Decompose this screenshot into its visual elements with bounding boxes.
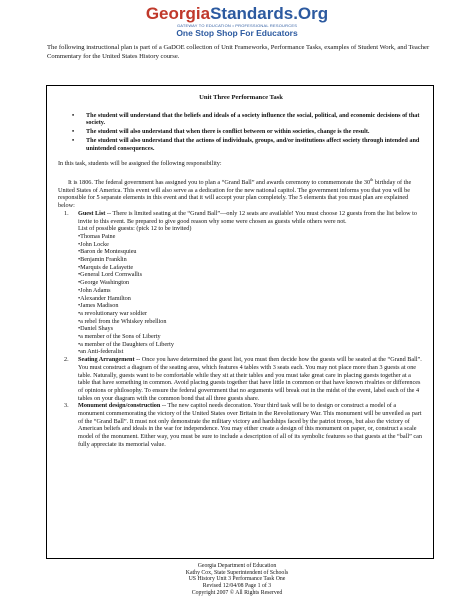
item-text: -- The new capitol needs decoration. Your third task will be to design or construct a model of a monument commemorating the victory of the United States over Britain in the Revolutionary War. This monument will be unveiled as part of the “Grand Ball”. It must not only demonstrate the military victory and hardships faced by the patriot troops, but also the victory of American beliefs and ideals in the war for independence. You may either create a design of this monument on paper, or, construct a scale model of the monument. Either way, you must be sure to include a description of all of its symbolic features so that guests at the “ball” can fully appreciate its memorial value. [78,402,422,448]
guest-item: •Marquis de Lafayette [78,263,134,271]
objective-item: • The student will also understand that when there is conflict between or within societies, change is the result. [86,128,424,136]
logo-georgia: Georgia [145,4,211,23]
intro-text: The following instructional plan is part of a GaDOE collection of Unit Frameworks, Performance Tasks, examples of Student Work, and Teacher Commentary for the United States History course. [47,44,430,60]
guest-item: •George Washington [78,279,130,287]
item-text: -- Once you have determined the guest list, you must then decide how the guests will be seated at the “Grand Ball”. You must construct a diagram of the seating area, which features 4 tables with 3 seats each. You may not place more than 3 guests at one table. Naturally, guests want to be comfortable while they sit at their tables and you must take great care in placing guests together at a table that have something in common. Avoid placing guests together that have little in common or that have known rivalries or differences of opinions or philosophy. To ensure the federal government that no arguments will break out in the midst of the event, label each of the 4 tables on your diagram with the common bond that all three guests share. [78,356,422,402]
logo-subtitle: One Stop Shop For Educators [176,28,298,38]
item-heading: Seating Arrangement [78,356,135,364]
task-title: Unit Three Performance Task [199,94,283,101]
responsibility-text: In this task, students will be assigned the following responsibility: [58,160,222,168]
guest-list-label: List of possible guests: (pick 12 to be invited) [78,225,192,233]
guest-item: •a member of the Sons of Liberty [78,333,161,341]
guest-item: •James Madison [78,302,119,310]
guest-list [78,233,424,356]
footer-line: Revised 12/04/08 Page 1 of 3 [202,583,272,590]
logo-wordmark [0,5,474,23]
item-number: 3. [64,402,69,410]
guest-item: •a revolutionary war soldier [78,309,148,317]
item-heading: Monument design/construction [78,402,161,410]
item-number: 1. [64,209,69,217]
guest-item: •John Adams [78,286,111,294]
footer-line: Copyright 2007 © All Rights Reserved [191,589,283,596]
item-text: -- There is limited seating at the “Grand Ball”—only 12 seats are available! You must choose 12 guests from the list below to invite to this event. Be prepared to give good reason why some were chosen as guests while others were not. [78,209,417,225]
guest-item: •John Locke [78,240,109,248]
task-box [46,85,434,559]
guest-item: •General Lord Cornwallis [78,271,143,279]
objectives-list [58,112,424,153]
task-element-monument [64,402,424,448]
scenario-text-b: birthday of the United States of America. This event will also serve as a dedication for the new national capitol. The government informs you that you will be responsible for 5 separate elements in this event and that it will accept your plan completely. The 5 elements that you must plan are explained below: [58,178,412,210]
logo-standards: Standards.Org [210,4,329,23]
footer-line: Kathy Cox, State Superintendent of Schools [185,569,289,576]
objective-item: • The student will understand that the beliefs and ideals of a society influence the social, political, and economic decisions of that society. [86,112,424,127]
guest-item: •Alexander Hamilton [78,294,131,302]
guest-item: •a member of the Daughters of Liberty [78,340,174,348]
footer-line: Georgia Department of Education [197,563,277,569]
page-footer [0,563,474,597]
scenario-superscript: th [370,176,374,182]
task-elements-list [58,210,424,449]
guest-item: •a rebel from the Whiskey rebellion [78,317,167,325]
objective-item: • The student will also understand that the actions of individuals, groups, and/or institutions affect society through intended and unintended consequences. [86,137,424,152]
item-heading: Guest List [78,209,106,217]
guest-item: •Daniel Shays [78,325,113,333]
scenario-paragraph [58,176,424,210]
guest-item: •Thomas Paine [78,232,116,240]
site-logo [0,5,474,38]
guest-item: •Baron de Montesquieu [78,248,137,256]
guest-item: •an Anti-federalist [78,348,124,356]
task-element-seating [64,356,424,402]
footer-line: US History Unit 3 Performance Task One [188,576,286,583]
scenario-text-a: It is 1806. The federal government has assigned you to plan a “Grand Ball” and awards ceremony to commemorate the 30 [68,178,371,186]
task-element-guest-list [64,209,424,356]
item-number: 2. [64,356,69,364]
guest-item: •Benjamin Franklin [78,256,127,264]
logo-tagline: GATEWAY TO EDUCATION • PROFESSIONAL RESOURCES [176,23,298,28]
